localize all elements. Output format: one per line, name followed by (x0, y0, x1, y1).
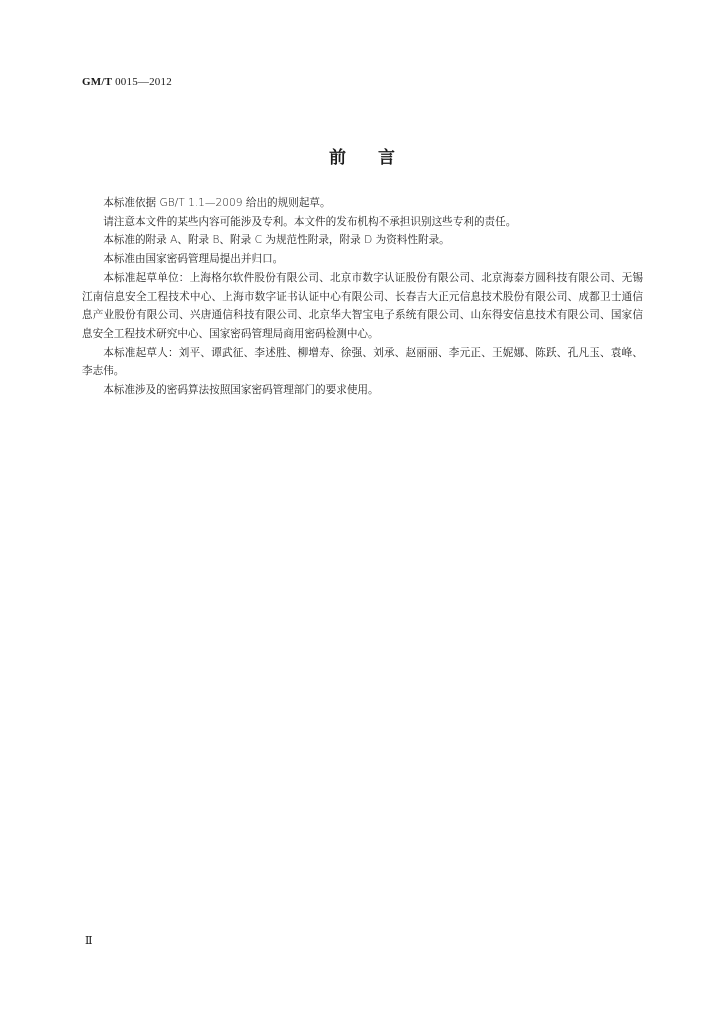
paragraph-proposer: 本标准由国家密码管理局提出并归口。 (103, 253, 284, 266)
document-code (82, 76, 172, 88)
page-title: 前言 (329, 148, 427, 168)
paragraph-algorithm-usage: 本标准涉及的密码算法按照国家密码管理部门的要求使用。 (103, 384, 379, 397)
paragraph-drafting-rules: 本标准依据 GB/T 1.1—2009 给出的规则起草。 (103, 197, 331, 209)
foreword-body (82, 194, 643, 400)
paragraph-patent-notice: 请注意本文件的某些内容可能涉及专利。本文件的发布机构不承担识别这些专利的责任。 (103, 215, 517, 228)
paragraph-annexes: 本标准的附录 A、附录 B、附录 C 为规范性附录，附录 D 为资料性附录。 (103, 234, 450, 247)
document-code-prefix: GM/T (82, 76, 113, 88)
document-code-number: 0015—2012 (115, 76, 172, 88)
paragraph-drafters: 本标准起草人：刘平、谭武征、李述胜、柳增寿、徐强、刘承、赵丽丽、李元正、王妮娜、陈跃、孔凡玉、袁峰、李志伟。 (82, 346, 643, 378)
paragraph-drafting-units: 本标准起草单位：上海格尔软件股份有限公司、北京市数字认证股份有限公司、北京海泰方圆科技有限公司、无锡江南信息安全工程技术中心、上海市数字证书认证中心有限公司、长春吉大正元信息技术股份有限公司、成都卫士通信息产业股份有限公司、兴唐通信科技有限公司、北京华大智宝电子系统有限公司、山东得安信息技术有限公司、国家信息安全工程技术研究中心、国家密码管理局商用密码检测中心。 (82, 271, 643, 340)
page-number: Ⅱ (85, 935, 93, 947)
